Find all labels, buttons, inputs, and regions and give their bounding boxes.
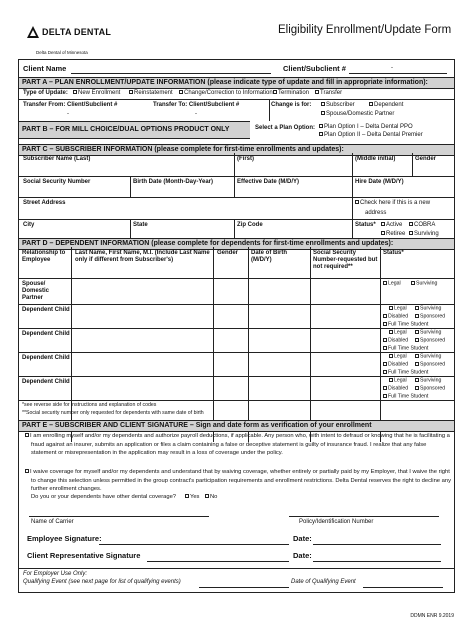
checkbox-icon <box>383 338 387 342</box>
form-id: DDMN ENR 9.2019 <box>410 613 454 619</box>
checkbox-icon <box>185 494 189 498</box>
checkbox-icon <box>315 90 319 94</box>
row-child4-relationship: Dependent Child <box>22 379 70 385</box>
row-child1-sponsored[interactable]: Sponsored <box>415 314 445 320</box>
policy-line[interactable] <box>289 516 439 517</box>
change-for-dependent[interactable]: Dependent <box>369 102 403 109</box>
checkbox-icon <box>415 378 419 382</box>
row-child4-disabled[interactable]: Disabled <box>383 386 408 392</box>
checkbox-icon <box>389 306 393 310</box>
row-child1-relationship: Dependent Child <box>22 307 70 313</box>
ssn-label: Social Security Number <box>23 179 91 185</box>
checkbox-icon <box>389 378 393 382</box>
change-for-subscriber[interactable]: Subscriber <box>321 102 355 109</box>
row-spouse-surviving[interactable]: Surviving <box>411 281 437 287</box>
checkbox-icon <box>381 222 385 226</box>
other-coverage-question: Do you or your dependents have other dental coverage? <box>31 494 177 500</box>
update-change-correction[interactable]: Change/Correction to Information <box>179 90 273 97</box>
status-retiree[interactable]: Retiree <box>381 231 405 238</box>
type-of-update-label: Type of Update: <box>23 90 68 96</box>
transfer-from-label: Transfer From: Client/Subclient # <box>23 102 118 108</box>
row-child3-relationship: Dependent Child <box>22 355 70 361</box>
first-name-label: (First) <box>237 156 254 162</box>
delta-triangle-icon <box>27 26 39 38</box>
plan-option-2[interactable]: Plan Option II – Delta Dental Premier <box>319 132 423 139</box>
checkbox-icon <box>415 314 419 318</box>
col-relationship: Relationship to Employee <box>22 250 66 263</box>
col-name: Last Name, First Name, M.I. (Include Last Name only if different from Subscriber's) <box>75 250 210 263</box>
checkbox-icon <box>383 346 387 350</box>
checkbox-icon <box>383 362 387 366</box>
transfer-to-label: Transfer To: Client/Subclient # <box>153 102 240 108</box>
transfer-from-dash: - <box>67 111 69 117</box>
checkbox-icon <box>25 469 29 473</box>
gender-label: Gender <box>415 156 437 162</box>
checkbox-icon <box>319 132 323 136</box>
col-status: Status* <box>383 250 404 256</box>
carrier-label: Name of Carrier <box>31 519 74 525</box>
client-rep-signature-label: Client Representative Signature <box>27 551 141 560</box>
checkbox-icon <box>383 281 387 285</box>
checkbox-icon <box>383 386 387 390</box>
state-label: State <box>133 222 148 228</box>
status-cobra[interactable]: COBRA <box>409 222 435 229</box>
effective-date-label: Effective Date (M/D/Y) <box>237 179 300 185</box>
checkbox-icon <box>409 222 413 226</box>
subclient-dash: - <box>391 65 393 71</box>
col-gender: Gender <box>217 250 239 256</box>
hire-date-label: Hire Date (M/D/Y) <box>355 179 404 185</box>
checkbox-icon <box>321 111 325 115</box>
checkbox-icon <box>381 231 385 235</box>
row-child2-disabled[interactable]: Disabled <box>383 338 408 344</box>
row-child4-student[interactable]: Full Time Student <box>383 394 428 400</box>
change-for-spouse[interactable]: Spouse/Domestic Partner <box>321 111 394 118</box>
other-coverage-yes[interactable]: Yes <box>185 494 199 501</box>
row-child1-legal[interactable]: Legal <box>389 306 407 312</box>
row-child4-legal[interactable]: Legal <box>389 378 407 384</box>
subclient-field[interactable] <box>349 73 447 74</box>
row-child3-student[interactable]: Full Time Student <box>383 370 428 376</box>
row-spouse-relationship: Spouse/ Domestic Partner <box>22 281 50 301</box>
policy-label: Policy/Identification Number <box>299 519 374 525</box>
part-a-heading: PART A – PLAN ENROLLMENT/UPDATE INFORMATION (please indicate type of update and fill in appropriate information): <box>19 77 454 89</box>
checkbox-icon <box>383 322 387 326</box>
row-child2-sponsored[interactable]: Sponsored <box>415 338 445 344</box>
checkbox-icon <box>179 90 183 94</box>
qualifying-event-date-label: Date of Qualifying Event <box>291 579 356 585</box>
logo-subtitle: Delta Dental of Minnesota <box>36 50 88 55</box>
qualifying-event-date-line[interactable] <box>363 587 443 588</box>
update-new-enrollment[interactable]: New Enrollment <box>73 90 120 97</box>
checkbox-icon <box>415 338 419 342</box>
middle-initial-label: (Middle initial) <box>355 156 396 162</box>
part-d-heading: PART D – DEPENDENT INFORMATION (please complete for dependents for first-time enrollments and updates): <box>19 238 454 250</box>
checkbox-icon <box>411 281 415 285</box>
part-e-heading: PART E – SUBSCRIBER AND CLIENT SIGNATURE – Sign and date form as verification of your enrollment <box>19 420 454 432</box>
status-active[interactable]: Active <box>381 222 402 229</box>
status-label: Status* <box>355 222 376 228</box>
enroll-statement[interactable]: I am enrolling myself and/or my dependents and authorize payroll deductions, if applicable. Any person who, with intent to defraud or knowing that he is facilitating a fraud against an insurer, submits an application or files a claim containing a false or deceptive statement is guilty of insurance fraud. I realize that any false statement or misrepresentation in the application may result in a loss of coverage under the policy. <box>23 432 451 458</box>
street-address-label: Street Address <box>23 200 66 206</box>
carrier-line[interactable] <box>29 516 209 517</box>
qualifying-event-label: Qualifying Event (see next page for list of qualifying events) <box>23 579 181 585</box>
client-rep-date-label: Date: <box>293 551 312 560</box>
checkbox-icon <box>273 90 277 94</box>
checkbox-icon <box>415 306 419 310</box>
row-child1-surviving[interactable]: Surviving <box>415 306 441 312</box>
checkbox-icon <box>321 102 325 106</box>
row-child3-surviving[interactable]: Surviving <box>415 354 441 360</box>
checkbox-icon <box>415 386 419 390</box>
col-ssn: Social Security Number-requested but not required** <box>313 250 378 270</box>
subscriber-name-label: Subscriber Name (Last) <box>23 156 91 162</box>
checkbox-icon <box>383 314 387 318</box>
checkbox-icon <box>415 362 419 366</box>
logo-text: DELTA DENTAL <box>42 27 112 37</box>
delta-dental-logo <box>27 24 123 40</box>
checkbox-icon <box>383 394 387 398</box>
row-spouse-legal[interactable]: Legal <box>383 281 401 287</box>
update-transfer[interactable]: Transfer <box>315 90 342 97</box>
new-address-label: address <box>365 210 387 216</box>
checkbox-icon <box>383 370 387 374</box>
form-title: Eligibility Enrollment/Update Form <box>278 24 452 36</box>
row-child3-legal[interactable]: Legal <box>389 354 407 360</box>
change-for-label: Change is for: <box>271 102 312 108</box>
note-codes: *see reverse side for instructions and explanation of codes <box>22 402 157 408</box>
checkbox-icon <box>369 102 373 106</box>
row-child4-surviving[interactable]: Surviving <box>415 378 441 384</box>
checkbox-icon <box>389 330 393 334</box>
part-c-heading: PART C – SUBSCRIBER INFORMATION (please complete for first-time enrollments and updates): <box>19 144 454 156</box>
row-child1-disabled[interactable]: Disabled <box>383 314 408 320</box>
row-child2-student[interactable]: Full Time Student <box>383 346 428 352</box>
row-child2-relationship: Dependent Child <box>22 331 70 337</box>
checkbox-icon <box>129 90 133 94</box>
checkbox-icon <box>355 200 359 204</box>
qualifying-event-line[interactable] <box>199 587 289 588</box>
zip-label: Zip Code <box>237 222 263 228</box>
employer-use-label: For Employer Use Only: <box>23 571 88 577</box>
employee-date-line[interactable] <box>313 544 441 545</box>
checkbox-icon <box>409 231 413 235</box>
status-surviving[interactable]: Surviving <box>409 231 439 238</box>
employee-date-label: Date: <box>293 534 312 543</box>
employee-signature-label: Employee Signature: <box>27 534 102 543</box>
checkbox-icon <box>415 354 419 358</box>
checkbox-icon <box>319 124 323 128</box>
row-child4-sponsored[interactable]: Sponsored <box>415 386 445 392</box>
transfer-to-dash: - <box>195 111 197 117</box>
waive-statement[interactable]: I waive coverage for myself and/or my dependents and understand that by waiving coverage, whether entirely or partially paid by my Employer, that I waive the right to change this selection unless permitted in the group contract's participation requirements and enrollment restrictions. Delta Dental reserves the right to decline any further enrollment changes. <box>23 468 451 494</box>
birth-date-label: Birth Date (Month-Day-Year) <box>133 179 214 185</box>
row-child2-surviving[interactable]: Surviving <box>415 330 441 336</box>
checkbox-icon <box>415 330 419 334</box>
other-coverage-no[interactable]: No <box>205 494 217 501</box>
checkbox-icon <box>73 90 77 94</box>
city-label: City <box>23 222 35 228</box>
checkbox-icon <box>389 354 393 358</box>
update-reinstatement[interactable]: Reinstatement <box>129 90 173 97</box>
plan-option-1[interactable]: Plan Option I – Delta Dental PPO <box>319 124 413 131</box>
update-termination[interactable]: Termination <box>273 90 309 97</box>
note-ssn: **Social security number only requested for dependents with same date of birth <box>22 410 204 416</box>
client-rep-signature-line[interactable] <box>147 561 289 562</box>
row-child2-legal[interactable]: Legal <box>389 330 407 336</box>
row-child3-sponsored[interactable]: Sponsored <box>415 362 445 368</box>
client-rep-date-line[interactable] <box>313 561 441 562</box>
employee-signature-line[interactable] <box>99 544 289 545</box>
checkbox-icon <box>205 494 209 498</box>
row-child3-disabled[interactable]: Disabled <box>383 362 408 368</box>
enrollment-form <box>18 59 455 593</box>
col-dob: Date of Birth (M/D/Y) <box>251 250 287 263</box>
row-child1-student[interactable]: Full Time Student <box>383 322 428 328</box>
part-b-heading: PART B – FOR MILL CHOICE/DUAL OPTIONS PRODUCT ONLY <box>19 121 250 139</box>
select-plan-label: Select a Plan Option: <box>255 125 316 131</box>
client-name-field[interactable] <box>71 73 271 74</box>
new-address-checkbox[interactable]: Check here if this is a new <box>355 200 430 207</box>
subclient-label: Client/Subclient # <box>283 64 346 73</box>
checkbox-icon <box>25 433 29 437</box>
client-name-label: Client Name <box>23 64 67 73</box>
